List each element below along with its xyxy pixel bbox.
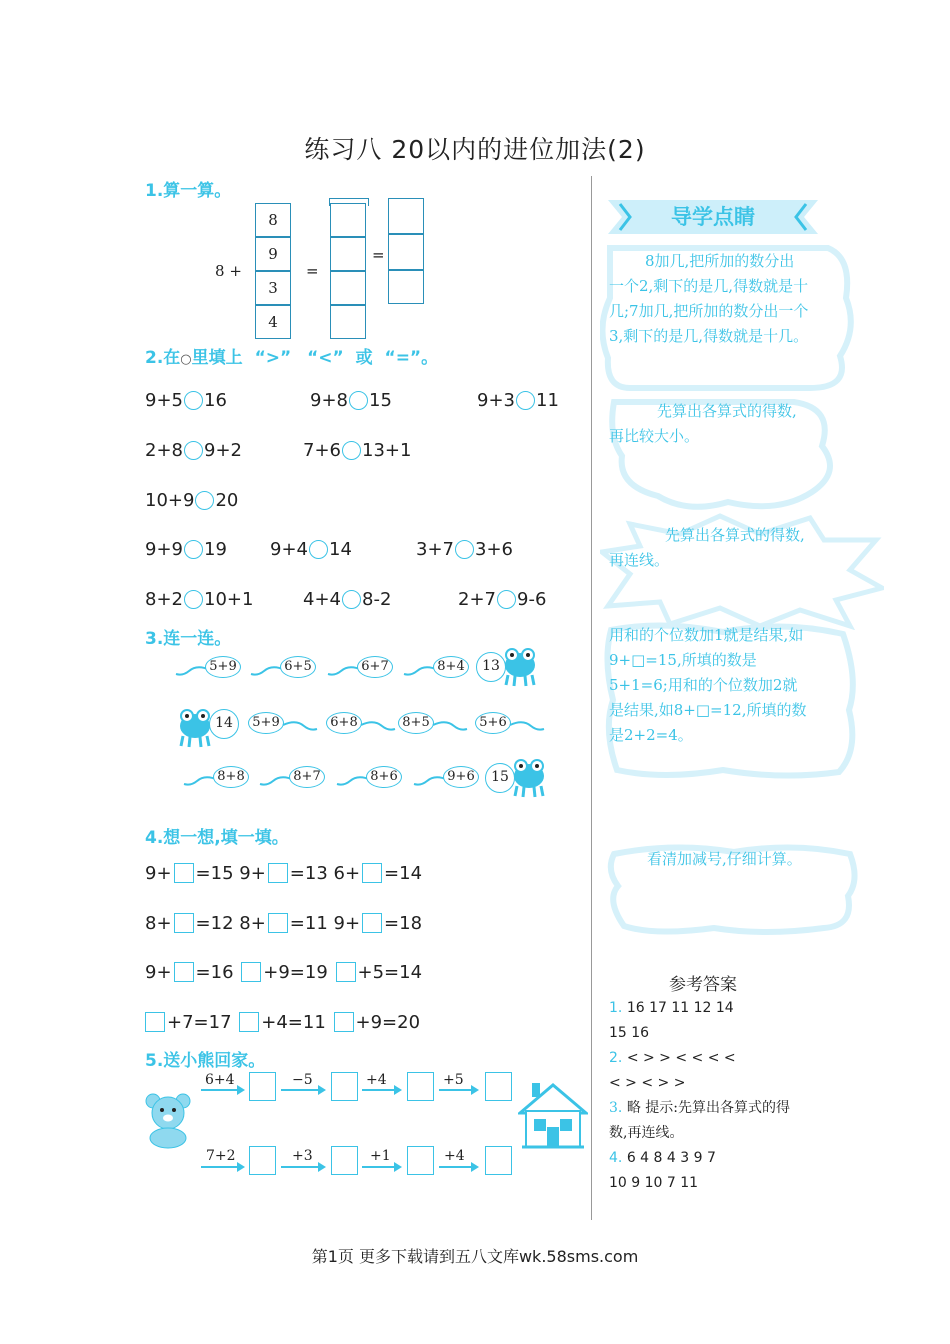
tadpole-card[interactable] — [398, 712, 468, 736]
answer-box[interactable] — [388, 270, 424, 304]
tip-1: 8加几,把所加的数分出一个2,剩下的是几,得数就是十几;7加几,把所加的数分出一个3,剩下的是几,得数就是十几。 — [609, 252, 809, 345]
tadpole-expression: 6+5 — [280, 656, 316, 678]
tadpole-tail-icon — [432, 717, 468, 733]
fill-box[interactable] — [145, 1012, 165, 1032]
tadpole-expression: 6+7 — [357, 656, 393, 678]
chain-op: 6+4 — [205, 1072, 235, 1088]
tadpole-card[interactable] — [336, 766, 406, 790]
frog-number[interactable]: 14 — [209, 709, 239, 739]
fill-box[interactable] — [239, 1012, 259, 1032]
q2-row-1: 9+5 16 — [145, 390, 227, 411]
compare-circle[interactable] — [184, 540, 203, 559]
answer-box[interactable] — [407, 1146, 434, 1175]
compare-circle[interactable] — [455, 540, 474, 559]
q2-item: 9+8 15 — [310, 390, 392, 411]
compare-circle[interactable] — [184, 441, 203, 460]
q1-cell: 4 — [255, 305, 291, 339]
fill-box[interactable] — [362, 913, 382, 933]
frog-icon — [500, 645, 540, 687]
q2-item: 2+7 9-6 — [458, 589, 547, 610]
fill-box[interactable] — [268, 913, 288, 933]
q2-item: 3+7 3+6 — [416, 539, 513, 560]
page-title: 练习八 20以内的进位加法(2) — [304, 135, 646, 164]
answer-box[interactable] — [330, 203, 366, 237]
arrow-right-icon — [281, 1166, 324, 1168]
tadpole-card[interactable] — [248, 712, 318, 736]
answer-2: 2. < > > < < < < < > < > > — [609, 1050, 736, 1091]
chain-op: +4 — [444, 1148, 465, 1164]
tip-3: 先算出各算式的得数,再连线。 — [609, 526, 805, 569]
q1-heading: 1.算一算。 — [145, 181, 232, 201]
fill-box[interactable] — [174, 913, 194, 933]
arrow-right-icon — [201, 1089, 243, 1091]
column-divider — [591, 176, 592, 1220]
compare-circle[interactable] — [349, 391, 368, 410]
answer-box[interactable] — [485, 1072, 512, 1101]
answer-box[interactable] — [331, 1146, 358, 1175]
tadpole-card[interactable] — [327, 656, 397, 680]
q1-answer-column-1 — [330, 203, 366, 339]
tadpole-expression: 8+5 — [398, 712, 434, 734]
fill-box[interactable] — [362, 863, 382, 883]
answer-box[interactable] — [330, 237, 366, 271]
compare-circle[interactable] — [309, 540, 328, 559]
tadpole-expression: 5+9 — [248, 712, 284, 734]
tadpole-card[interactable] — [175, 656, 245, 680]
chain-op: −5 — [292, 1072, 313, 1088]
q1-column — [255, 203, 291, 339]
q2-row-5: 8+2 10+1 — [145, 589, 254, 610]
tadpole-card[interactable] — [326, 712, 396, 736]
q4-line-3: 9+ =16 +9=19 +5=14 — [145, 962, 423, 983]
compare-circle[interactable] — [184, 590, 203, 609]
answer-box[interactable] — [331, 1072, 358, 1101]
q2-row-3: 10+9 20 — [145, 490, 239, 511]
q4-line-2: 8+ =12 8+ =11 9+ =18 — [145, 913, 423, 934]
frog-number[interactable]: 13 — [476, 652, 506, 682]
compare-circle[interactable] — [516, 391, 535, 410]
q3-heading: 3.连一连。 — [145, 629, 232, 649]
tadpole-card[interactable] — [475, 712, 545, 736]
frog-number[interactable]: 15 — [485, 763, 515, 793]
compare-circle[interactable] — [342, 590, 361, 609]
q2-item: 4+4 8-2 — [303, 589, 392, 610]
compare-circle[interactable] — [184, 391, 203, 410]
tadpole-card[interactable] — [250, 656, 320, 680]
fill-box[interactable] — [334, 1012, 354, 1032]
tadpole-expression: 5+6 — [475, 712, 511, 734]
q1-answer-column-2 — [388, 198, 424, 304]
arrow-right-icon — [201, 1166, 243, 1168]
answer-4: 4. 6 4 8 4 3 9 7 10 9 10 7 11 — [609, 1150, 716, 1191]
answer-box[interactable] — [388, 198, 424, 234]
house-icon — [518, 1079, 588, 1151]
tip-4: 用和的个位数加1就是结果,如9+□=15,所填的数是5+1=6;用和的个位数加2就是结果,如8+□=12,所填的数是2+2=4。 — [609, 626, 807, 744]
tadpole-expression: 8+7 — [289, 766, 325, 788]
chain-op: 7+2 — [206, 1148, 236, 1164]
chain-op: +1 — [370, 1148, 391, 1164]
answer-box[interactable] — [249, 1146, 276, 1175]
compare-circle[interactable] — [195, 491, 214, 510]
q2-item: 9+4 14 — [270, 539, 352, 560]
frog-icon — [509, 756, 549, 798]
tadpole-tail-icon — [282, 717, 318, 733]
chain-op: +5 — [443, 1072, 464, 1088]
answer-box[interactable] — [407, 1072, 434, 1101]
tadpole-expression: 8+4 — [433, 656, 469, 678]
tadpole-tail-icon — [360, 717, 396, 733]
q4-heading: 4.想一想,填一填。 — [145, 828, 289, 848]
answer-box[interactable] — [388, 234, 424, 270]
tadpole-expression: 8+6 — [366, 766, 402, 788]
q2-item: 7+6 13+1 — [303, 440, 412, 461]
q1-addend: 8 + — [215, 262, 242, 280]
q1-cell: 3 — [255, 271, 291, 305]
q1-cell: 9 — [255, 237, 291, 271]
fill-box[interactable] — [268, 863, 288, 883]
arrow-right-icon — [281, 1089, 324, 1091]
tadpole-tail-icon — [509, 717, 545, 733]
answer-1: 1. 16 17 11 12 14 15 16 — [609, 1000, 734, 1041]
arrow-right-icon — [362, 1166, 400, 1168]
answer-box[interactable] — [330, 305, 366, 339]
q5-heading: 5.送小熊回家。 — [145, 1051, 266, 1071]
chain-op: +3 — [292, 1148, 313, 1164]
fill-box[interactable] — [336, 962, 356, 982]
q4-line-4: +7=17 +4=11 +9=20 — [145, 1012, 420, 1033]
tadpole-card[interactable] — [403, 656, 473, 680]
fill-box[interactable] — [174, 962, 194, 982]
q1-cell: 8 — [255, 203, 291, 237]
answer-box[interactable] — [330, 271, 366, 305]
answers-heading: 参考答案 — [669, 975, 737, 995]
answer-box[interactable] — [485, 1146, 512, 1175]
tadpole-expression: 9+6 — [443, 766, 479, 788]
fill-box[interactable] — [174, 863, 194, 883]
tip-5: 看清加减号,仔细计算。 — [647, 850, 802, 868]
answer-3: 3. 略 提示:先算出各算式的得 数,再连线。 — [609, 1100, 790, 1141]
banner-title: 导学点睛 — [671, 205, 755, 229]
arrow-right-icon — [362, 1089, 400, 1091]
compare-circle[interactable] — [497, 590, 516, 609]
q2-item: 9+3 11 — [477, 390, 559, 411]
compare-circle[interactable] — [342, 441, 361, 460]
tadpole-expression: 5+9 — [205, 656, 241, 678]
answer-box[interactable] — [249, 1072, 276, 1101]
q2-row-2: 2+8 9+2 — [145, 440, 242, 461]
fill-box[interactable] — [241, 962, 261, 982]
q2-heading: 2.在○里填上 “>” “<” 或 “=”。 — [145, 348, 439, 368]
q4-line-1: 9+ =15 9+ =13 6+ =14 — [145, 863, 423, 884]
chain-op: +4 — [366, 1072, 387, 1088]
q1-equals-1: = — [306, 262, 319, 280]
q1-equals-2: = — [372, 246, 385, 264]
tadpole-expression: 8+8 — [213, 766, 249, 788]
page-footer: 第1页 更多下载请到五八文库wk.58sms.com — [311, 1247, 639, 1266]
bear-icon — [143, 1091, 195, 1149]
arrow-right-icon — [439, 1089, 477, 1091]
tadpole-card[interactable] — [413, 766, 483, 790]
tip-2: 先算出各算式的得数,再比较大小。 — [609, 402, 797, 445]
tadpole-card[interactable] — [183, 766, 253, 790]
tadpole-card[interactable] — [259, 766, 329, 790]
arrow-right-icon — [439, 1166, 477, 1168]
q2-row-4: 9+9 19 — [145, 539, 227, 560]
tadpole-expression: 6+8 — [326, 712, 362, 734]
